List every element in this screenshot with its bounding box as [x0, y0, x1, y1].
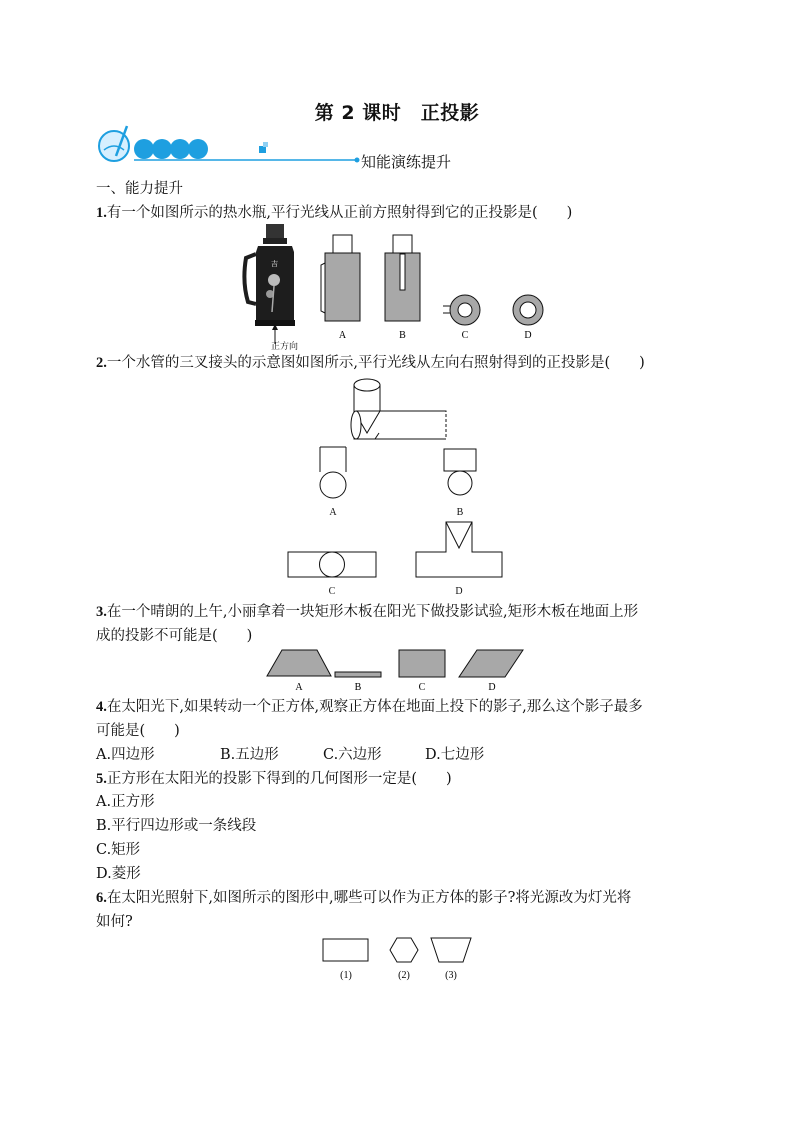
option-c-label: C [461, 330, 469, 341]
question-number: 3. [96, 604, 107, 620]
question-number: 1. [96, 205, 107, 221]
option-d: D.七边形 [425, 747, 485, 763]
question-number: 2. [96, 355, 107, 371]
front-direction-label: 正方向 [271, 342, 299, 352]
question-text: 在太阳光照射下,如图所示的图形中,哪些可以作为正方体的影子?将光源改为灯光将 [106, 890, 632, 906]
question-2 [96, 352, 645, 374]
option-b: B.平行四边形或一条线段 [96, 818, 257, 834]
option-d: D.菱形 [96, 866, 141, 882]
q2-figure [280, 375, 510, 597]
option-c-shape [443, 295, 480, 325]
question-number: 5. [96, 771, 107, 787]
banner-dot-2 [152, 139, 172, 159]
shape-1-rectangle [323, 939, 368, 961]
shape-1-label: (1) [340, 970, 352, 981]
option-b-label: B [456, 507, 464, 518]
svg-text:吉: 吉 [271, 260, 278, 268]
page-title: 第 2 课时 正投影 [314, 102, 480, 124]
option-b-shape [444, 449, 476, 495]
option-a-label: A [338, 330, 347, 341]
option-c: C.矩形 [96, 842, 141, 858]
shape-3-trapezoid [431, 938, 471, 962]
question-3-line-1 [96, 601, 638, 623]
option-a-shape [267, 650, 331, 676]
question-3-line-2: 成的投影不可能是( ) [96, 628, 253, 644]
q3-figure [265, 648, 530, 698]
thermos-bottle-image [244, 224, 295, 326]
question-4-line-2: 可能是( ) [96, 723, 180, 739]
option-a-shape [321, 235, 360, 321]
option-a-label: A [329, 507, 337, 518]
option-a-shape [320, 447, 346, 498]
option-c-shape [288, 552, 376, 577]
option-d-label: D [488, 682, 496, 693]
option-b-shape [385, 235, 420, 321]
option-c-label: C [418, 682, 426, 693]
question-number: 4. [96, 699, 107, 715]
option-b-label: B [354, 682, 362, 693]
question-6-line-1 [96, 887, 631, 909]
option-c-shape [399, 650, 445, 677]
question-text: 一个水管的三叉接头的示意图如图所示,平行光线从左向右照射得到的正投影是( ) [106, 355, 645, 371]
q1-figure [238, 220, 568, 355]
option-a-label: A [295, 682, 303, 693]
question-text: 在太阳光下,如果转动一个正方体,观察正方体在地面上投下的影子,那么这个影子最多 [106, 699, 643, 715]
question-number: 6. [96, 890, 107, 906]
option-d-shape [459, 650, 523, 677]
section-banner-label: 知能演练提升 [361, 153, 452, 171]
option-c: C.六边形 [323, 747, 382, 763]
book-pen-icon [99, 126, 129, 161]
option-d-label: D [455, 586, 463, 597]
q6-figure [320, 934, 480, 984]
option-d-shape [416, 522, 502, 577]
option-b: B.五边形 [220, 747, 279, 763]
question-5 [96, 768, 452, 790]
option-a: A.正方形 [96, 794, 155, 810]
option-a: A.四边形 [96, 747, 155, 763]
question-text: 在一个晴朗的上午,小丽拿着一块矩形木板在阳光下做投影试验,矩形木板在地面上形 [106, 604, 639, 620]
pipe-tee-diagram [351, 379, 446, 439]
shape-3-label: (3) [445, 970, 457, 981]
question-text: 有一个如图所示的热水瓶,平行光线从正前方照射得到它的正投影是( ) [106, 205, 573, 221]
option-c-label: C [328, 586, 336, 597]
banner-dot-1 [134, 139, 154, 159]
shape-2-label: (2) [398, 970, 410, 981]
banner-dot-3 [170, 139, 190, 159]
section-heading: 一、能力提升 [96, 181, 183, 197]
banner-dot-4 [188, 139, 208, 159]
option-b-label: B [399, 330, 406, 341]
option-b-shape [335, 672, 381, 677]
question-6-line-2: 如何? [96, 914, 133, 930]
option-d-shape [513, 295, 543, 325]
section-banner-graphic [94, 124, 364, 168]
question-text: 正方形在太阳光的投影下得到的几何图形一定是( ) [106, 771, 452, 787]
question-4-line-1 [96, 696, 643, 718]
shape-2-hexagon [390, 938, 418, 962]
option-d-label: D [524, 330, 532, 341]
